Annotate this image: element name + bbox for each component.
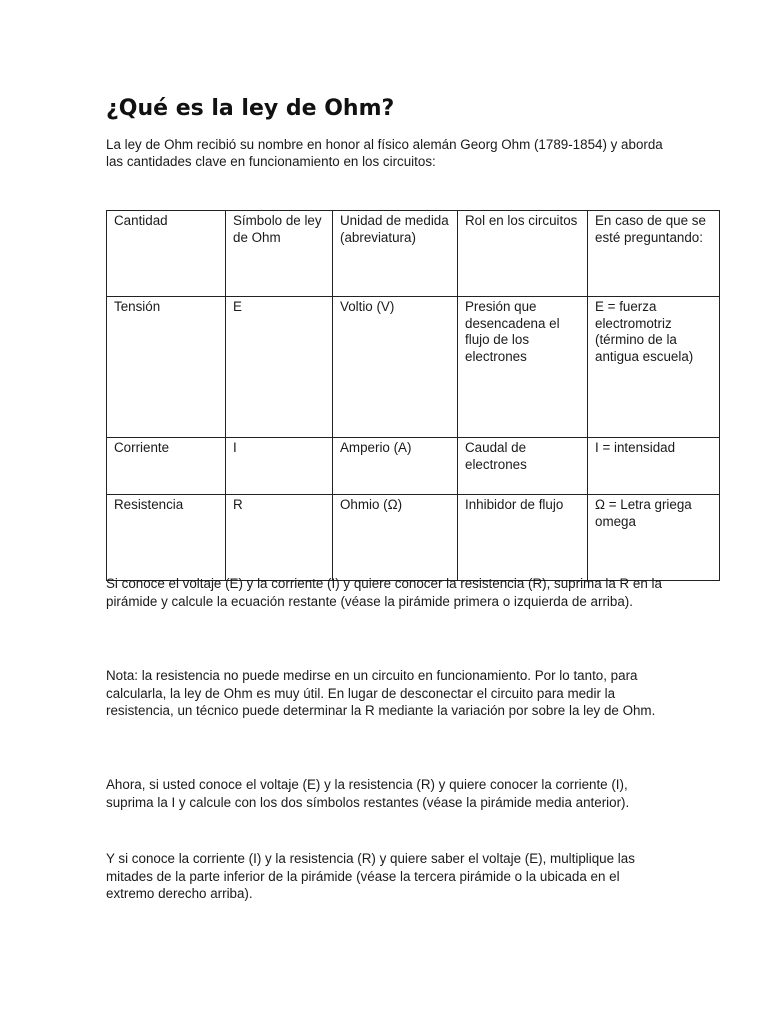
header-nota: En caso de que se esté preguntando: [588, 211, 720, 297]
table-row [107, 297, 720, 438]
header-rol: Rol en los circuitos [458, 211, 588, 297]
table-cell: Corriente [107, 438, 226, 495]
table-cell: Presión que desencadena el flujo de los electrones [458, 297, 588, 438]
table-cell: E = fuerza electromotriz (término de la antigua escuela) [588, 297, 720, 438]
table-cell: R [226, 495, 333, 581]
paragraph-note: Nota: la resistencia no puede medirse en un circuito en funcionamiento. Por lo tanto, para calcularla, la ley de Ohm es muy útil. En lugar de desconectar el circuito para medir la resistencia, un técnico puede determinar la R mediante la variación por sobre la ley de Ohm. [106, 668, 656, 718]
header-unidad: Unidad de medida (abreviatura) [333, 211, 458, 297]
table-cell: I = intensidad [588, 438, 720, 495]
table-cell: I [226, 438, 333, 495]
paragraph-resistance: Si conoce el voltaje (E) y la corriente (I) y quiere conocer la resistencia (R), suprima la R en la pirámide y calcule la ecuación restante (véase la pirámide primera o izquierda de arriba). [106, 576, 662, 609]
table-cell: Ω = Letra griega omega [588, 495, 720, 581]
table-cell: E [226, 297, 333, 438]
table-row [107, 438, 720, 495]
header-simbolo: Símbolo de ley de Ohm [226, 211, 333, 297]
table-cell: Tensión [107, 297, 226, 438]
paragraph-current: Ahora, si usted conoce el voltaje (E) y la resistencia (R) y quiere conocer la corriente (I), suprima la I y calcule con los dos símbolos restantes (véase la pirámide media anterior). [106, 777, 630, 810]
table-cell: Caudal de electrones [458, 438, 588, 495]
paragraph-voltage: Y si conoce la corriente (I) y la resistencia (R) y quiere saber el voltaje (E), multiplique las mitades de la parte inferior de la pirámide (véase la tercera pirámide o la ubicada en el extremo derecho arriba). [106, 851, 635, 901]
page-title: ¿Qué es la ley de Ohm? [106, 96, 395, 121]
intro-paragraph: La ley de Ohm recibió su nombre en honor al físico alemán Georg Ohm (1789-1854) y aborda las cantidades clave en funcionamiento en los circuitos: [106, 137, 663, 169]
table-cell: Inhibidor de flujo [458, 495, 588, 581]
ohm-law-table [106, 210, 720, 581]
table-cell: Resistencia [107, 495, 226, 581]
table-row [107, 495, 720, 581]
table-cell: Voltio (V) [333, 297, 458, 438]
table-cell: Ohmio (Ω) [333, 495, 458, 581]
table-cell: Amperio (A) [333, 438, 458, 495]
table-header-row [107, 211, 720, 297]
header-cantidad: Cantidad [107, 211, 226, 297]
